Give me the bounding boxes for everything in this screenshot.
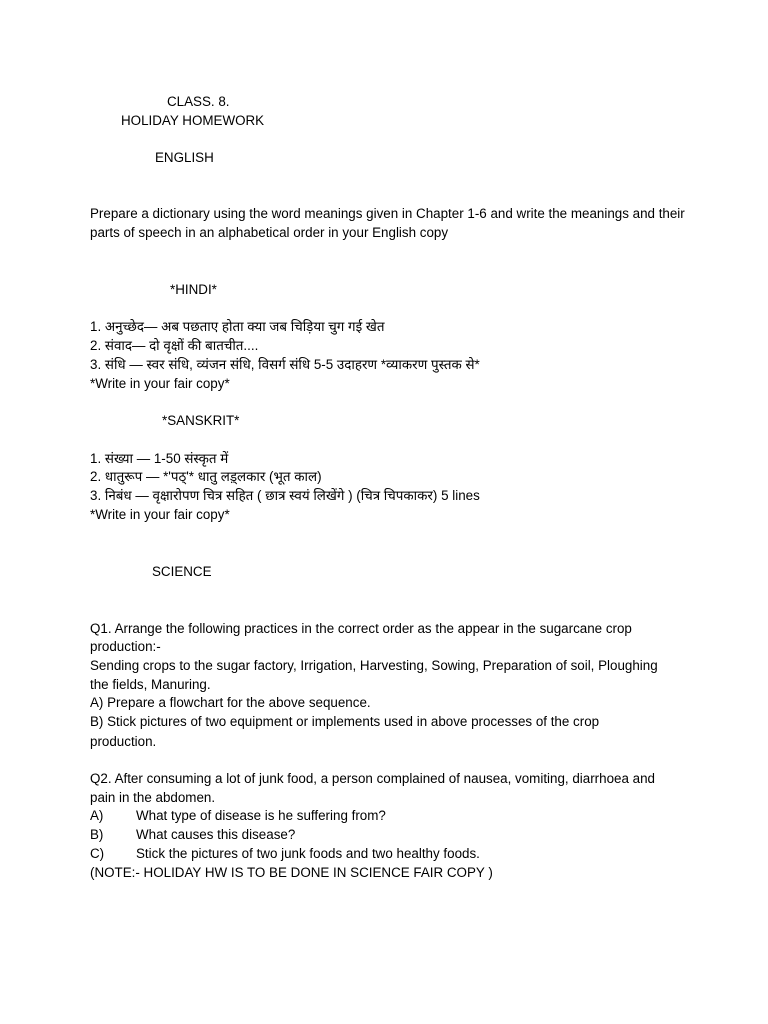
hindi-item-1: 1. अनुच्छेद— अब पछताए होता क्या जब चिड़िया चुग गई खेत [90, 319, 385, 334]
hindi-heading: *HINDI* [170, 282, 217, 297]
hindi-item-3: 3. संधि — स्वर संधि, व्यंजन संधि, विसर्ग संधि 5-5 उदाहरण *व्याकरण पुस्तक से* [90, 357, 480, 372]
q2-part-c [90, 845, 480, 864]
q1-part-a: A) Prepare a flowchart for the above sequence. [90, 695, 371, 710]
q2-part-b-letter: B) [90, 827, 104, 842]
q2-part-a-letter: A) [90, 808, 104, 823]
q1-list-line-2: the fields, Manuring. [90, 677, 211, 692]
hindi-item-2: 2. संवाद— दो वृक्षों की बातचीत.... [90, 338, 259, 353]
q1-question-line-1: Q1. Arrange the following practices in the correct order as the appear in the sugarcane crop [90, 621, 632, 636]
sanskrit-item-3: 3. निबंध — वृक्षारोपण चित्र सहित ( छात्र स्वयं लिखेंगे ) (चित्र चिपकाकर) 5 lines [90, 488, 480, 503]
q2-part-b [90, 826, 295, 845]
page-title: HOLIDAY HOMEWORK [121, 113, 265, 128]
class-label: CLASS. 8. [167, 94, 230, 109]
science-note: (NOTE:- HOLIDAY HW IS TO BE DONE IN SCIENCE FAIR COPY ) [90, 865, 493, 880]
q2-part-a-text: What type of disease is he suffering from? [136, 808, 386, 823]
q2-part-b-text: What causes this disease? [136, 827, 296, 842]
q1-part-b-line-2: production. [90, 734, 157, 749]
sanskrit-note: *Write in your fair copy* [90, 507, 230, 522]
sanskrit-item-2: 2. धातुरूप — *'पठ्'* धातु लड़्लकार (भूत काल) [90, 469, 322, 484]
q2-part-a [90, 807, 386, 826]
sanskrit-heading: *SANSKRIT* [162, 413, 240, 428]
q1-question-line-2: production:- [90, 639, 161, 654]
q2-part-c-letter: C) [90, 846, 105, 861]
q2-part-c-text: Stick the pictures of two junk foods and two healthy foods. [136, 846, 480, 861]
english-heading: ENGLISH [155, 150, 214, 165]
q2-question-line-1: Q2. After consuming a lot of junk food, a person complained of nausea, vomiting, diarrhoea and [90, 771, 655, 786]
q2-question-line-2: pain in the abdomen. [90, 790, 216, 805]
sanskrit-item-1: 1. संख्या — 1-50 संस्कृत में [90, 451, 229, 466]
science-heading: SCIENCE [152, 564, 212, 579]
english-task: Prepare a dictionary using the word meanings given in Chapter 1-6 and write the meanings and their parts of speech in an alphabetical order in your English copy [90, 206, 685, 240]
hindi-note: *Write in your fair copy* [90, 376, 230, 391]
q1-part-b-line-1: B) Stick pictures of two equipment or implements used in above processes of the crop [90, 714, 600, 729]
q1-list-line-1: Sending crops to the sugar factory, Irrigation, Harvesting, Sowing, Preparation of soil, Ploughing [90, 658, 658, 673]
